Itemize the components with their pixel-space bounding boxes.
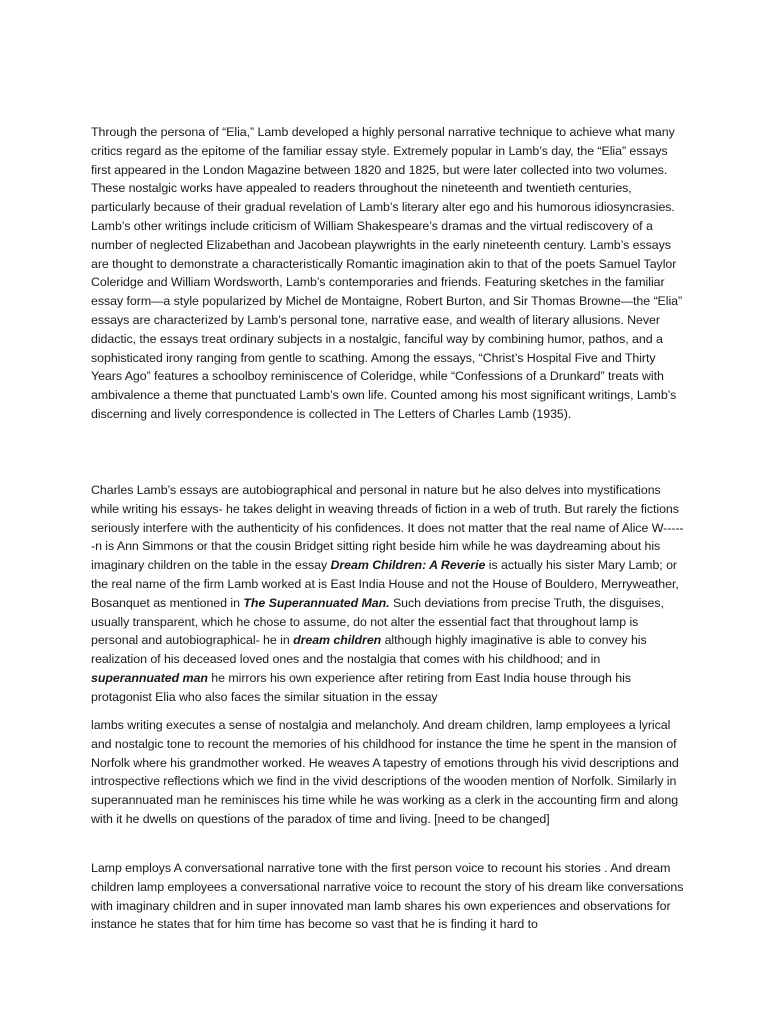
emphasized-title-text: The Superannuated Man. (243, 595, 390, 610)
body-text: Such deviations from precise Truth, the disguises, usually transparent, which he chose to assume, do not alter the essential fact that throughout lamp is personal and autobiographical- he in (91, 595, 664, 648)
body-text: Lamp employs A conversational narrative tone with the first person voice to recount his stories . And dream children lamp employees a conversational narrative voice to recount the story of his dream like conversations with imaginary children and in super innovated man lamb shares his own experiences and observations for instance he states that for him time has become so vast that he is finding it hard to (91, 861, 684, 932)
emphasized-title-text: superannuated man (91, 670, 208, 685)
paragraph-4 (91, 859, 687, 934)
emphasized-title-text: dream children (293, 633, 382, 648)
body-text: is actually his sister Mary Lamb; or the real name of the firm Lamb worked at is East India House and not the House of Bouldero, Merryweather, Bosanquet as mentioned in (91, 558, 679, 610)
body-text: lambs writing executes a sense of nostalgia and melancholy. And dream children, lamp employees a lyrical and nostalgic tone to recount the memories of his childhood for instance the time he spent in the mansion of Norfolk where his grandmother worked. He weaves A tapestry of emotions through his vivid descriptions and introspective reflections which we find in the vivid descriptions of the wooden mention of Norfolk. Similarly in superannuated man he reminisces his time while he was working as a clerk in the accounting firm and along with it he dwells on questions of the paradox of time and living. [need to be changed] (91, 718, 679, 826)
body-text: Through the persona of “Elia,” Lamb developed a highly personal narrative technique to achieve what many critics regard as the epitome of the familiar essay style. Extremely popular in Lamb’s day, the “Elia” essays first appeared in the London Magazine between 1820 and 1825, but were later collected into two volumes. These nostalgic works have appealed to readers throughout the nineteenth and twentieth centuries, particularly because of their gradual revelation of Lamb’s literary alter ego and his humorous idiosyncrasies. Lamb’s other writings include criticism of William Shakespeare’s dramas and the virtual rediscovery of a number of neglected Elizabethan and Jacobean playwrights in the early nineteenth century. Lamb’s essays are thought to demonstrate a characteristically Romantic imagination akin to that of the poets Samuel Taylor Coleridge and William Wordsworth, Lamb’s contemporaries and friends. Featuring sketches in the familiar essay form—a style popularized by Michel de Montaigne, Robert Burton, and Sir Thomas Browne—the “Elia” essays are characterized by Lamb’s personal tone, narrative ease, and wealth of literary allusions. Never didactic, the essays treat ordinary subjects in a nostalgic, fanciful way by combining humor, pathos, and a sophisticated irony ranging from gentle to scathing. Among the essays, “Christ’s Hospital Five and Thirty Years Ago” features a schoolboy reminiscence of Coleridge, while “Confessions of a Drunkard” treats with ambivalence a theme that punctuated Lamb’s own life. Counted among his most significant writings, Lamb’s discerning and lively correspondence is collected in The Letters of Charles Lamb (1935). (91, 125, 683, 421)
body-text: although highly imaginative is able to convey his realization of his deceased loved ones and the nostalgia that comes with his childhood; and in (91, 633, 647, 667)
paragraph-1 (91, 123, 687, 424)
emphasized-title-text: Dream Children: A Reverie (330, 558, 486, 573)
paragraph-3 (91, 716, 687, 829)
body-text: he mirrors his own experience after retiring from East India house through his protagonist Elia who also faces the similar situation in the essay (91, 670, 631, 704)
paragraph-2 (91, 481, 687, 707)
body-text: Charles Lamb’s essays are autobiographical and personal in nature but he also delves into mystifications while writing his essays- he takes delight in weaving threads of fiction in a web of truth. But rarely the fictions seriously interfere with the authenticity of his confidences. It does not matter that the real name of Alice W------n is Ann Simmons or that the cousin Bridget sitting right beside him while he was daydreaming about his imaginary children on the table in the essay (91, 483, 684, 573)
